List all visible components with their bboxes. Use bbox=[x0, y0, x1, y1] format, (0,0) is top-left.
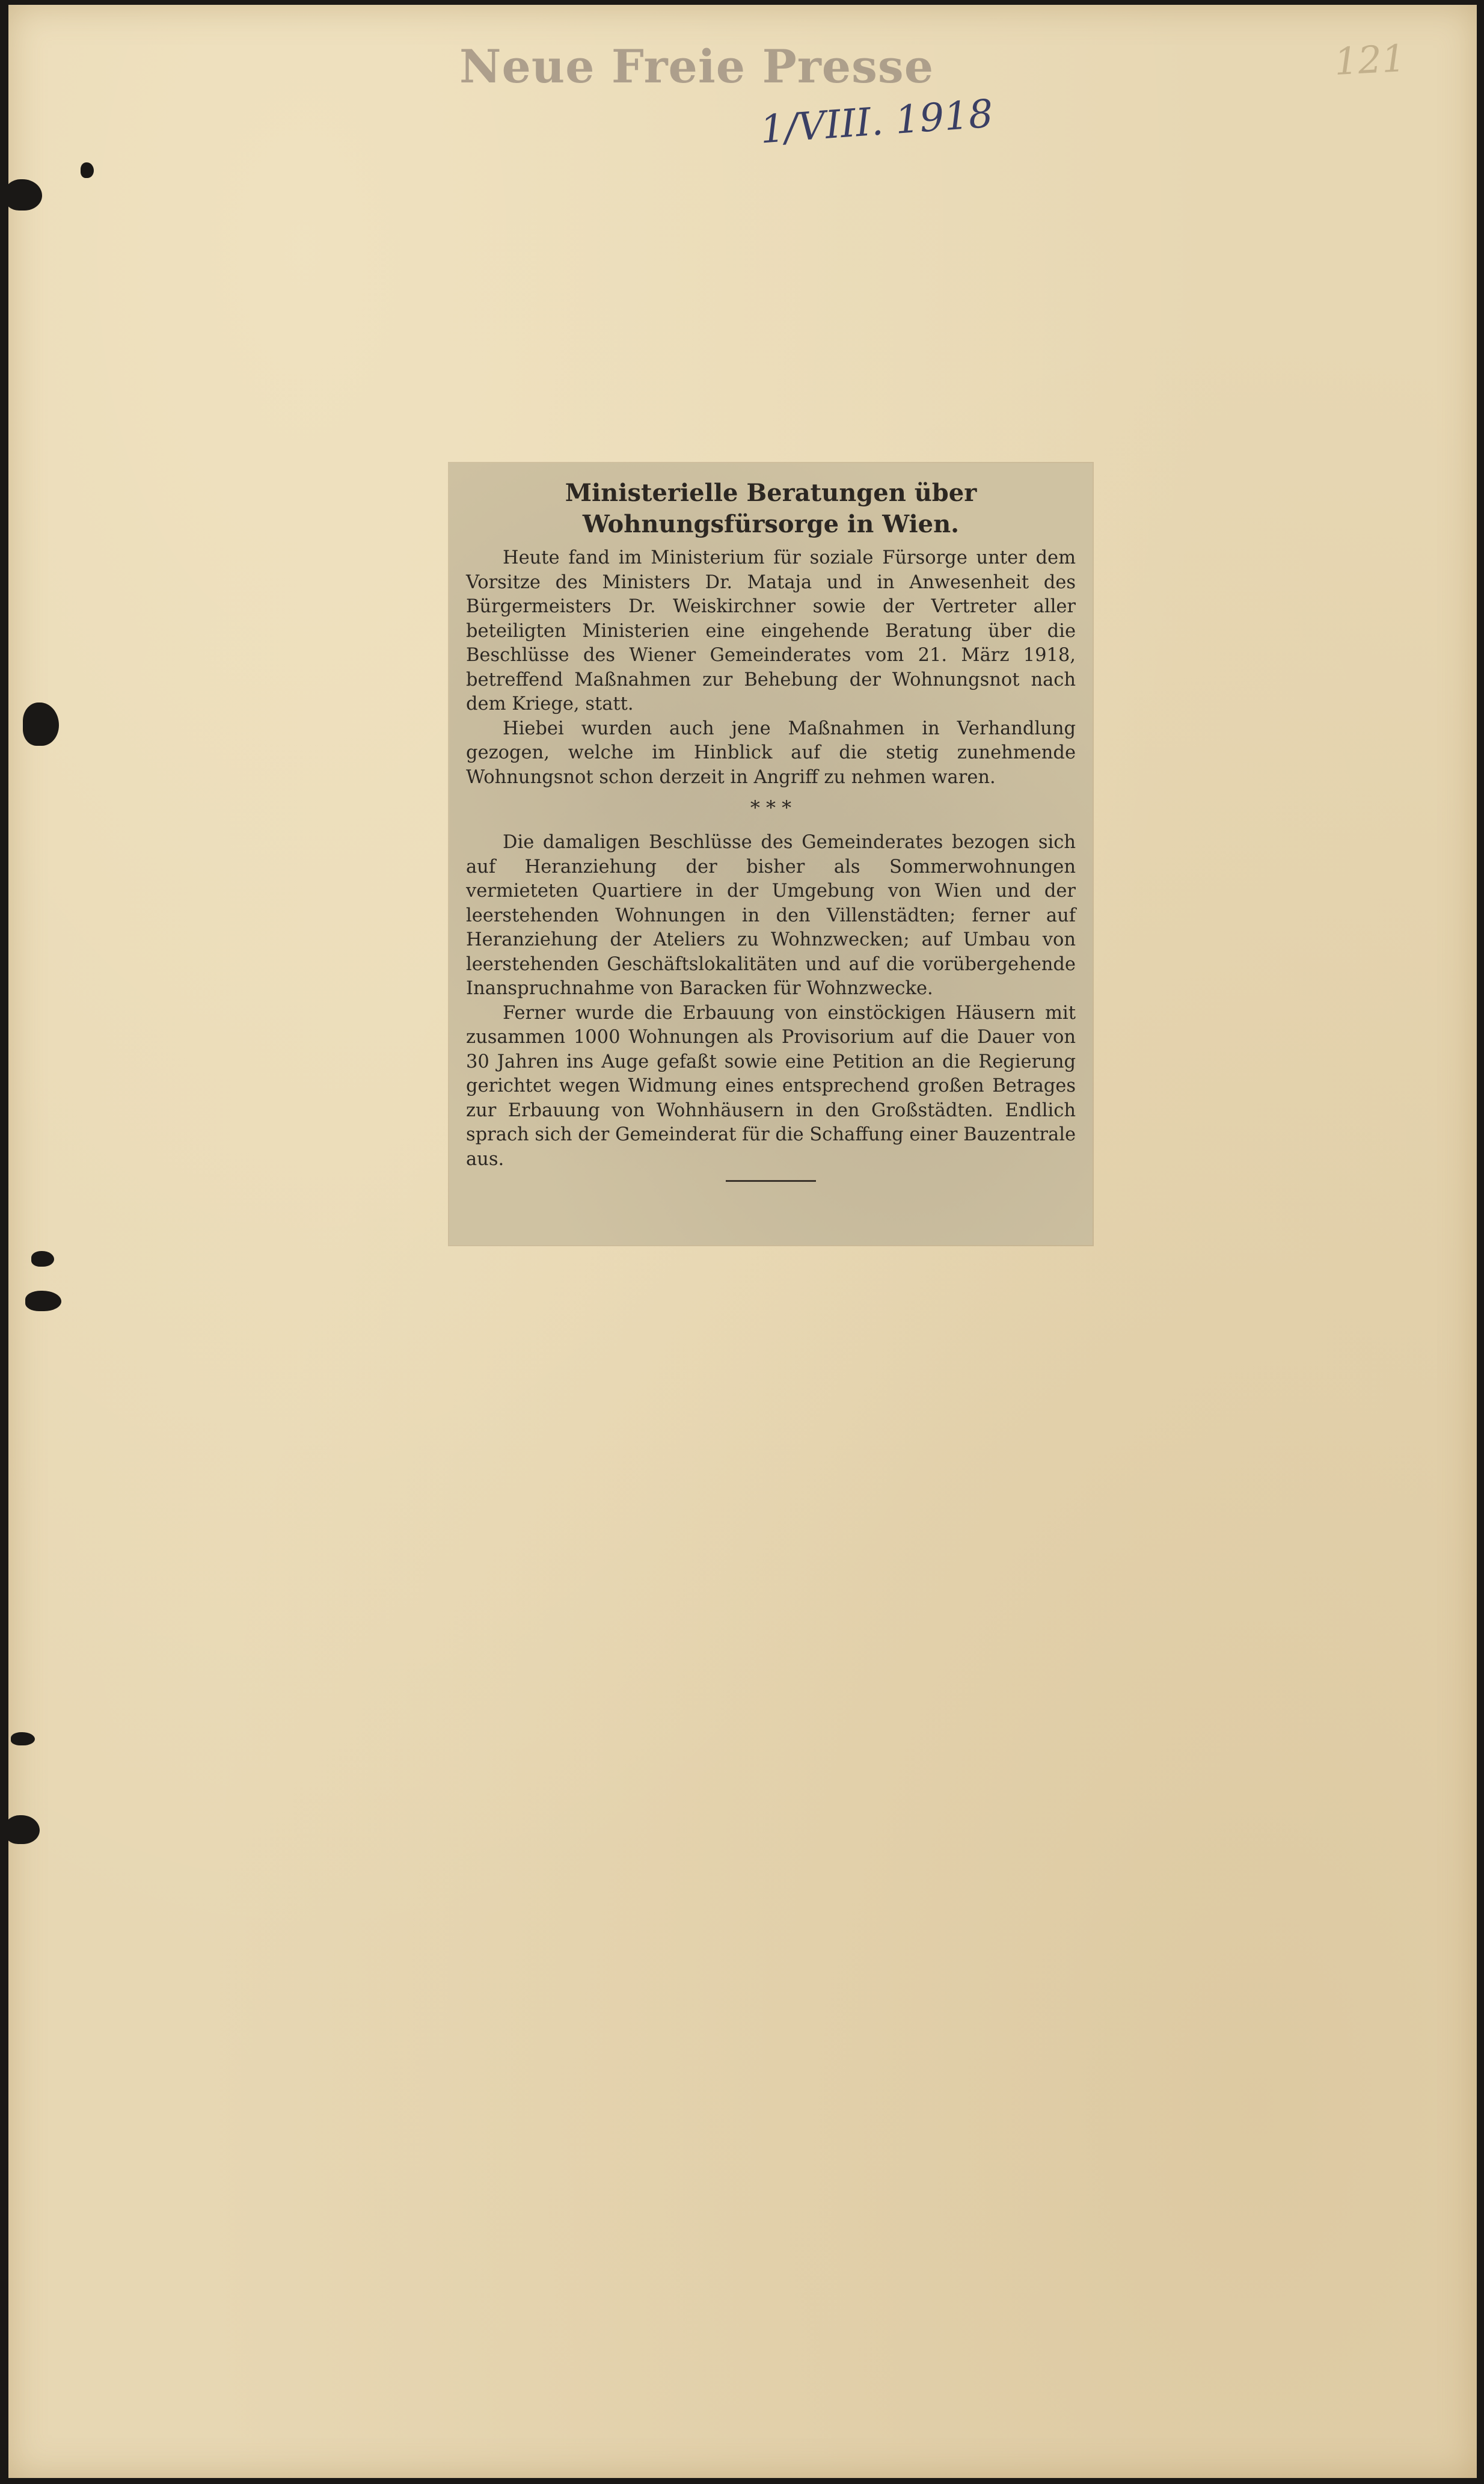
page-number: 121 bbox=[1333, 35, 1407, 84]
section-separator: * * * bbox=[750, 796, 792, 819]
article-paragraph: Ferner wurde die Erbauung von einstöckigen Häusern mit zusammen 1000 Wohnungen als Provisorium auf die Dauer von 30 Jahren ins Auge gefaßt sowie eine Petition an die Regierung gerichtet wegen Widmung eines entsprechend großen Betrages zur Erbauung von Wohnhäusern in den Großstädten. Endlich sprach sich der Gemeinderat für die Schaffung einer Bauzentrale aus. bbox=[466, 1002, 1076, 1170]
binding-hole bbox=[25, 1291, 61, 1311]
article-paragraph: Heute fand im Ministerium für soziale Fürsorge unter dem Vorsitze des Ministers Dr. Mataja und in Anwesenheit des Bürgermeisters Dr. Weiskirchner sowie der Vertreter aller beteiligten Ministerien eine eingehende Beratung über die Beschlüsse des Wiener Gemeinderates vom 21. März 1918, betreffend Maßnahmen zur Behebung der Wohnungsnot nach dem Kriege, statt. bbox=[466, 547, 1076, 715]
newspaper-clipping bbox=[449, 463, 1093, 1245]
binding-hole bbox=[31, 1251, 54, 1267]
archive-sheet bbox=[8, 5, 1477, 2478]
binding-hole bbox=[81, 162, 94, 178]
binding-hole bbox=[5, 179, 42, 211]
end-rule bbox=[726, 1180, 816, 1182]
handwritten-date: 1/VIII. 1918 bbox=[758, 91, 995, 153]
binding-hole bbox=[11, 1732, 35, 1745]
article-paragraph: Hiebei wurden auch jene Maßnahmen in Verhandlung gezogen, welche im Hinblick auf die stetig zunehmende Wohnungsnot schon derzeit in Angriff zu nehmen waren. bbox=[466, 718, 1076, 788]
newspaper-name-stamp: Neue Freie Presse bbox=[459, 40, 934, 93]
article-paragraph: Die damaligen Beschlüsse des Gemeinderates bezogen sich auf Heranziehung der bisher als Sommerwohnungen vermieteten Quartiere in der Umgebung von Wien und der leerstehenden Wohnungen in den Villenstädten; ferner auf Heranziehung der Ateliers zu Wohnzwecken; auf Umbau von leerstehenden Geschäftslokalitäten und auf die vorübergehende Inanspruchnahme von Baracken für Wohnzwecke. bbox=[466, 832, 1076, 999]
binding-hole bbox=[23, 702, 59, 746]
binding-hole bbox=[5, 1815, 40, 1844]
article-headline: Ministerielle Beratungen über Wohnungsfürsorge in Wien. bbox=[565, 479, 977, 538]
